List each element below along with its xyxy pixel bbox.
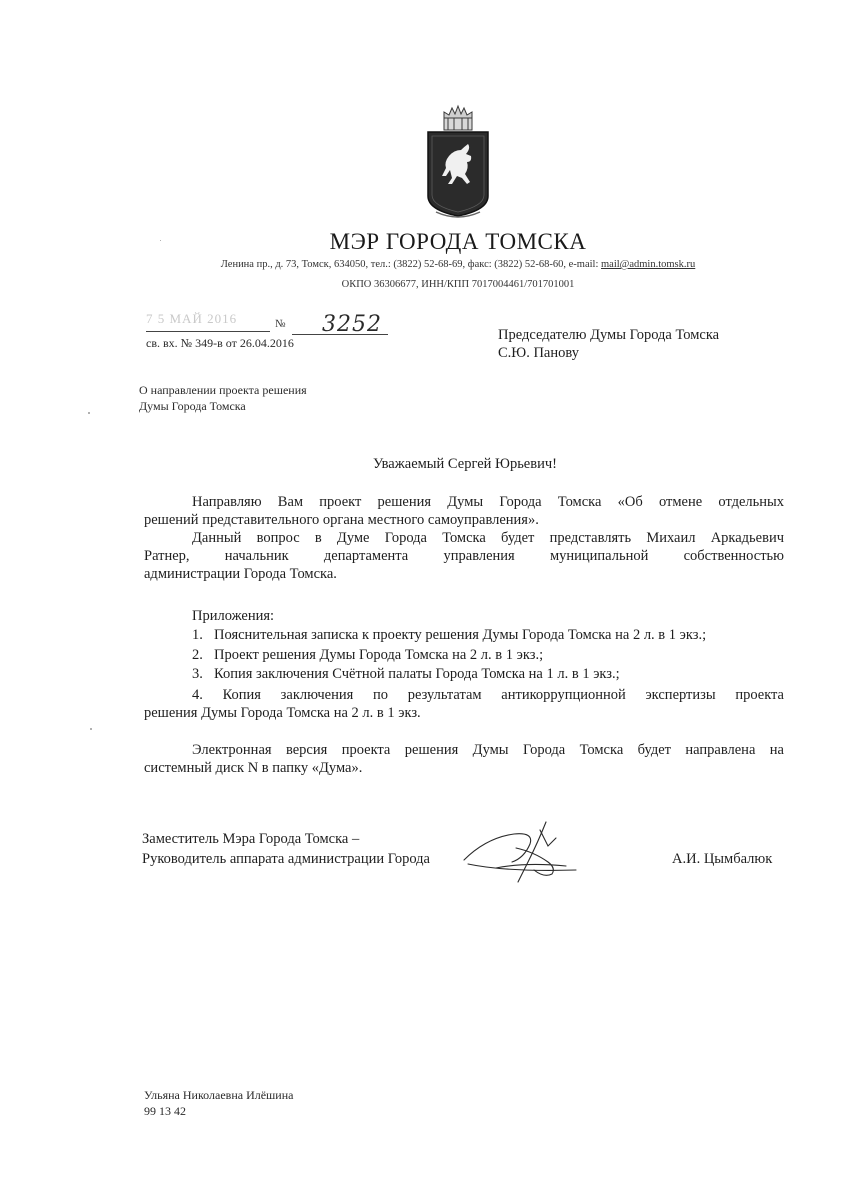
addressee-position: Председателю Думы Города Томска [498, 327, 720, 343]
subject-line: Думы Города Томска [139, 399, 246, 413]
tomsk-coat-of-arms-icon [424, 104, 492, 222]
letter-subject [139, 382, 307, 414]
handwritten-signature-icon [456, 818, 596, 888]
attachment-text: Копия заключения по результатам антикоррупционной экспертизы проекта [222, 687, 784, 703]
registration-number: 3252 [322, 312, 382, 337]
executor-name: Ульяна Николаевна Илёшина [144, 1088, 294, 1102]
letter-body [144, 493, 784, 583]
attachment-item [192, 647, 543, 664]
letterhead-address [0, 259, 850, 270]
signer-position-line: Заместитель Мэра Города Томска – [142, 831, 360, 847]
attachment-number: 4. [192, 687, 203, 703]
attachment-item [144, 686, 784, 722]
attachment-text-line: решения Думы Города Томска на 2 л. в 1 экз. [144, 705, 421, 721]
scan-speck [90, 728, 92, 730]
email-link[interactable]: mail@admin.tomsk.ru [601, 259, 696, 270]
signer-position-line: Руководитель аппарата администрации Города [142, 851, 430, 867]
letterhead-title: МЭР ГОРОДА ТОМСКА [329, 229, 587, 254]
registration-date-underline [146, 331, 270, 332]
attachment-number: 3. [192, 666, 203, 682]
scan-speck [88, 412, 90, 414]
body-paragraph-line: Данный вопрос в Думе Города Томска будет представлять Михаил Аркадьевич [192, 530, 784, 546]
registration-number-label: № [275, 318, 286, 330]
letterhead-codes: ОКПО 36306677, ИНН/КПП 7017004461/701701001 [341, 279, 575, 290]
scan-speck [160, 240, 161, 241]
electronic-version-note [144, 741, 784, 777]
address-text: Ленина пр., д. 73, Томск, 634050, тел.: (3822) 52-68-69, факс: (3822) 52-68-60, e-mail: [220, 259, 602, 270]
body-paragraph-line: Ратнер, начальник департамента управления муниципальной собственностью [144, 548, 784, 564]
registration-date-stamp: 7 5 МАЙ 2016 [146, 311, 238, 326]
attachment-number: 1. [192, 627, 203, 643]
attachment-text: Пояснительная записка к проекту решения Думы Города Томска на 2 л. в 1 экз.; [214, 627, 707, 643]
attachment-item [192, 666, 620, 683]
note-line: системный диск N в папку «Дума». [144, 760, 363, 776]
attachment-number: 2. [192, 647, 203, 663]
attachments-title: Приложения: [192, 608, 275, 624]
attachment-item [192, 627, 706, 644]
note-line: Электронная версия проекта решения Думы Города Томска будет направлена на [192, 742, 784, 758]
subject-line: О направлении проекта решения [139, 383, 307, 397]
incoming-reference: св. вх. № 349-в от 26.04.2016 [146, 336, 294, 350]
attachment-text-line [144, 686, 784, 704]
signer-name: А.И. Цымбалюк [672, 851, 773, 867]
attachment-text: Копия заключения Счётной палаты Города Томска на 1 л. в 1 экз.; [214, 666, 620, 682]
registration-number-underline [292, 334, 388, 335]
body-paragraph-line: решений представительного органа местного самоуправления». [144, 512, 539, 528]
addressee-name: С.Ю. Панову [498, 345, 579, 361]
body-paragraph-line: администрации Города Томска. [144, 566, 337, 582]
body-paragraph-line: Направляю Вам проект решения Думы Города Томска «Об отмене отдельных [192, 494, 784, 510]
executor-phone: 99 13 42 [144, 1104, 186, 1118]
attachment-text: Проект решения Думы Города Томска на 2 л. в 1 экз.; [214, 647, 544, 663]
salutation: Уважаемый Сергей Юрьевич! [373, 456, 557, 472]
